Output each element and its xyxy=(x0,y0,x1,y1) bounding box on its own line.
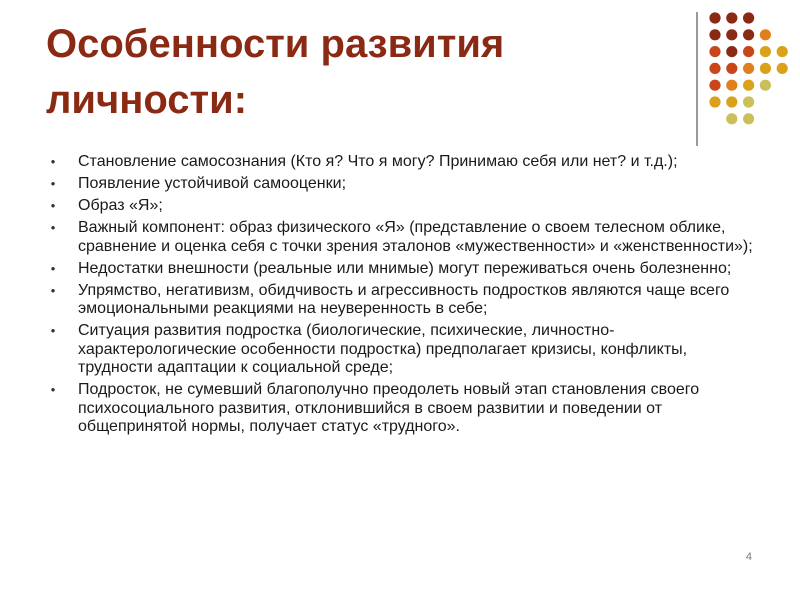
decorative-dot xyxy=(709,46,720,57)
slide-title xyxy=(46,16,666,128)
decorative-dot xyxy=(743,29,754,40)
bullet-icon: • xyxy=(50,154,56,169)
decorative-dot xyxy=(777,46,788,57)
bullet-icon: • xyxy=(50,260,56,276)
bullet-icon: • xyxy=(50,323,56,338)
decorative-dot xyxy=(709,63,720,74)
list-item xyxy=(46,153,758,172)
decorative-dot xyxy=(709,12,720,23)
decorative-dot xyxy=(743,12,754,23)
decorative-dot xyxy=(709,29,720,40)
bullet-text: Упрямство, негативизм, обидчивость и агрессивность подростков являются чаще всего эмоциональными реакциями на неуверенность в себе; xyxy=(78,281,730,317)
decorative-dot xyxy=(743,63,754,74)
bullet-text: Важный компонент: образ физического «Я» (представление о своем телесном облике, сравнение и оценка себя с точки зрения эталонов «мужественности» и «женственности»); xyxy=(78,219,753,255)
decorative-dot xyxy=(726,12,737,23)
decorative-dot xyxy=(726,29,737,40)
list-item xyxy=(46,260,758,279)
list-item xyxy=(46,381,758,437)
decorative-dot xyxy=(726,113,737,124)
list-item xyxy=(46,219,758,256)
decorative-dot xyxy=(760,46,771,57)
decorative-dot xyxy=(760,80,771,91)
bullet-text: Подросток, не сумевший благополучно преодолеть новый этап становления своего психосоциального развития, отклонившийся в своем развитии и поведении от общепринятой нормы, получает статус «трудного». xyxy=(78,381,700,435)
title-line-2: личности: xyxy=(46,78,248,122)
bullet-list xyxy=(46,153,758,440)
decorative-dot xyxy=(726,80,737,91)
bullet-icon: • xyxy=(50,220,56,235)
dot-grid-icon xyxy=(706,10,796,130)
decorative-dot xyxy=(709,96,720,107)
list-item xyxy=(46,197,758,216)
decorative-dot xyxy=(726,46,737,57)
title-line-1: Особенности развития xyxy=(46,22,505,66)
bullet-icon: • xyxy=(50,176,56,191)
list-item xyxy=(46,282,758,319)
decorative-dot xyxy=(743,96,754,107)
decorative-dot xyxy=(743,113,754,124)
bullet-text: Образ «Я»; xyxy=(78,197,163,214)
decorative-dot xyxy=(709,80,720,91)
bullet-text: Появление устойчивой самооценки; xyxy=(78,175,347,192)
bullet-icon: • xyxy=(50,382,56,397)
bullet-icon: • xyxy=(50,282,56,298)
decorative-dot xyxy=(760,29,771,40)
page-number: 4 xyxy=(745,551,752,563)
list-item xyxy=(46,175,758,194)
decorative-dot xyxy=(777,63,788,74)
decorative-dot xyxy=(760,63,771,74)
list-item xyxy=(46,322,758,378)
decorative-dot xyxy=(743,46,754,57)
decorative-dot xyxy=(726,63,737,74)
decorative-dot xyxy=(743,80,754,91)
bullet-icon: • xyxy=(50,198,56,213)
bullet-text: Недостатки внешности (реальные или мнимые) могут переживаться очень болезненно; xyxy=(78,259,732,277)
decorative-dot xyxy=(726,96,737,107)
bullet-text: Ситуация развития подростка (биологические, психические, личностно-характерологические особенности подростка) предполагает кризисы, конфликты, трудности адаптации к социальной среде; xyxy=(78,322,688,376)
bullet-text: Становление самосознания (Кто я? Что я могу? Принимаю себя или нет? и т.д.); xyxy=(78,153,678,170)
vertical-divider xyxy=(696,12,698,146)
